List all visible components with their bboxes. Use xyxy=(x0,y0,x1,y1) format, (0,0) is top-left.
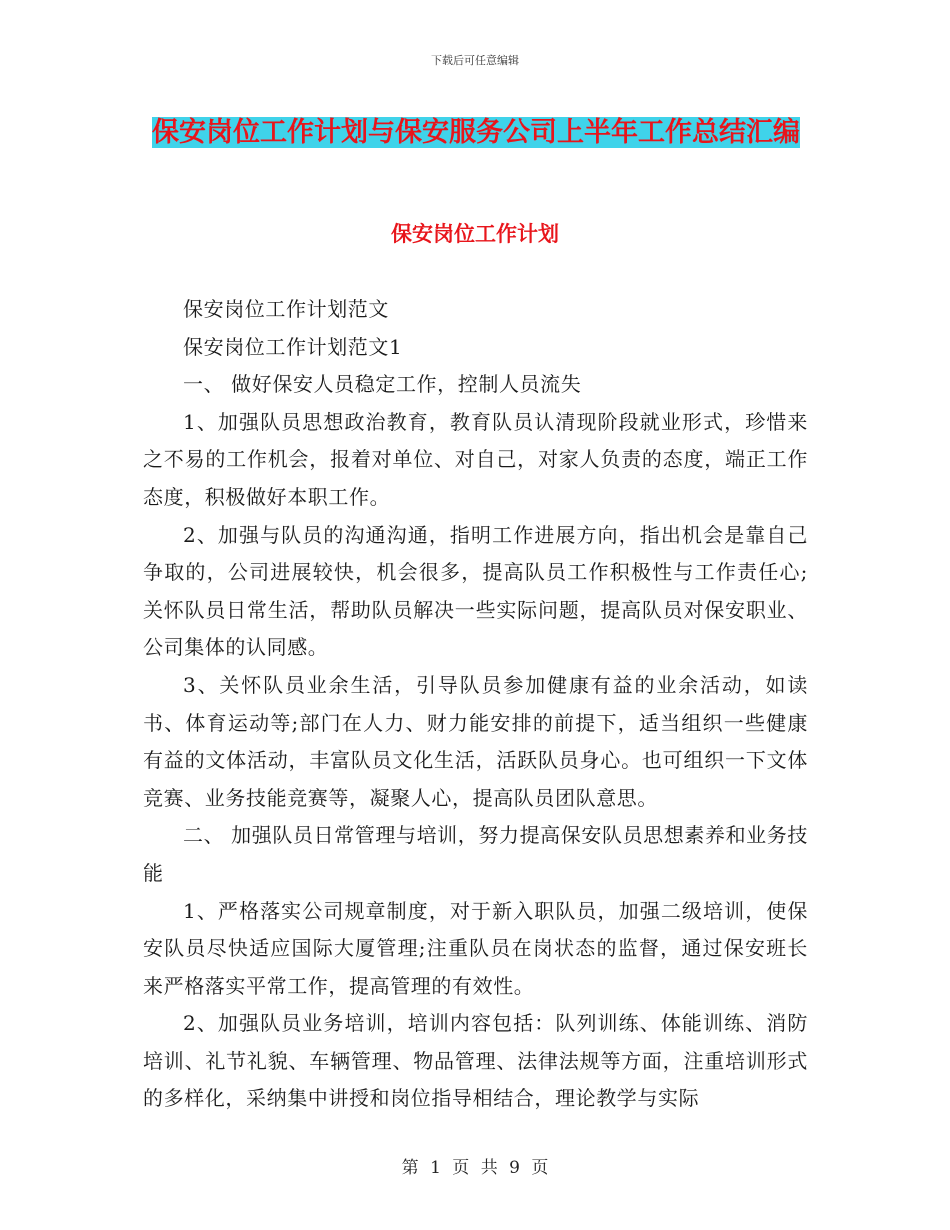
paragraph: 保安岗位工作计划范文 xyxy=(183,297,389,321)
paragraph: 2、加强与队员的沟通沟通，指明工作进展方向，指出机会是靠自己争取的，公司进展较快，机会很多，提高队员工作积极性与工作责任心;关怀队员日常生活，帮助队员解决一些实际问题，提高队员对保安职业、公司集体的认同感。 xyxy=(143,522,808,660)
section-title: 保安岗位工作计划 xyxy=(391,222,559,246)
document-body xyxy=(143,291,808,1118)
document-title-text: 保安岗位工作计划与保安服务公司上半年工作总结汇编 xyxy=(152,117,800,148)
paragraph: 3、关怀队员业余生活，引导队员参加健康有益的业余活动，如读书、体育运动等;部门在人力、财力能安排的前提下，适当组织一些健康有益的文体活动，丰富队员文化生活，活跃队员身心。也可组织一下文体竞赛、业务技能竞赛等，凝聚人心，提高队员团队意思。 xyxy=(143,672,808,810)
page-number-footer: 第 1 页 共 9 页 xyxy=(401,1158,549,1178)
paragraph: 1、严格落实公司规章制度，对于新入职队员，加强二级培训，使保安队员尽快适应国际大厦管理;注重队员在岗状态的监督，通过保安班长来严格落实平常工作，提高管理的有效性。 xyxy=(143,898,808,998)
page-header-note: 下载后可任意编辑 xyxy=(431,54,519,67)
paragraph: 保安岗位工作计划范文1 xyxy=(183,334,403,359)
paragraph: 一、 做好保安人员稳定工作，控制人员流失 xyxy=(183,372,582,397)
paragraph: 2、加强队员业务培训，培训内容包括：队列训练、体能训练、消防培训、礼节礼貌、车辆管理、物品管理、法律法规等方面，注重培训形式的多样化，采纳集中讲授和岗位指导相结合，理论教学与实际 xyxy=(143,1011,808,1111)
paragraph: 1、加强队员思想政治教育，教育队员认清现阶段就业形式，珍惜来之不易的工作机会，报着对单位、对自己，对家人负责的态度，端正工作态度，积极做好本职工作。 xyxy=(143,409,808,509)
paragraph: 二、 加强队员日常管理与培训，努力提高保安队员思想素养和业务技能 xyxy=(143,823,808,885)
document-title xyxy=(140,108,812,158)
